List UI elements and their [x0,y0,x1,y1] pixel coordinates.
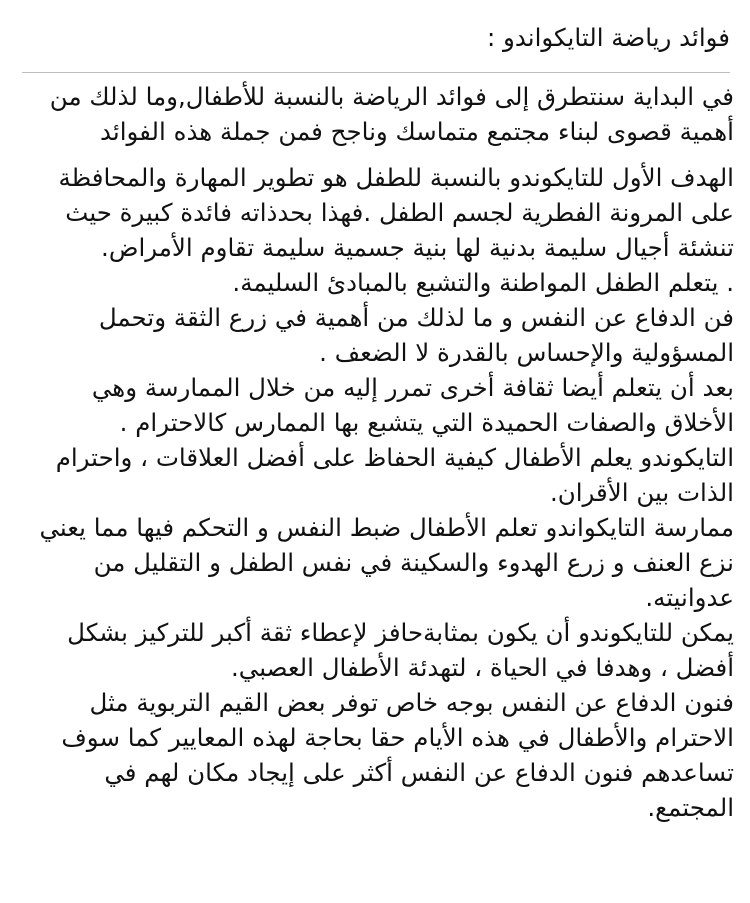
paragraph-self-control: ممارسة التايكواندو تعلم الأطفال ضبط النفس و التحكم فيها مما يعني نزع العنف و زرع الهدوء والسكينة في نفس الطفل و التقليل من عدوانيته. [39,513,734,612]
paragraph-citizenship: . يتعلم الطفل المواطنة والتشبع بالمبادئ السليمة. [232,268,734,297]
title-divider [22,72,730,73]
paragraph-relationships: التايكوندو يعلم الأطفال كيفية الحفاظ على أفضل العلاقات ، واحترام الذات بين الأقران. [55,443,734,507]
document-title: فوائد رياضة التايكواندو : [487,23,730,52]
paragraph-focus: يمكن للتايكوندو أن يكون بمثابةحافز لإعطاء ثقة أكبر للتركيز بشكل أفضل ، وهدفا في الحياة ، لتهدئة الأطفال العصبي. [67,618,734,682]
paragraph-intro: في البداية سنتطرق إلى فوائد الرياضة بالنسبة للأطفال,وما لذلك من أهمية قصوى لبناء مجتمع متماسك وناجح فمن جملة هذه الفوائد [49,82,734,146]
paragraph-ethics: بعد أن يتعلم أيضا ثقافة أخرى تمرر إليه من خلال الممارسة وهي الأخلاق والصفات الحميدة التي يتشبع بها الممارس كالاحترام . [91,373,734,437]
paragraph-self-defense-confidence: فن الدفاع عن النفس و ما لذلك من أهمية في زرع الثقة وتحمل المسؤولية والإحساس بالقدرة لا الضعف . [98,303,734,367]
paragraph-educational-values: فنون الدفاع عن النفس بوجه خاص توفر بعض القيم التربوية مثل الاحترام والأطفال في هذه الأيام حقا بحاجة لهذه المعايير كما سوف تساعدهم فنون الدفاع عن النفس أكثر على إيجاد مكان لهم في المجتمع. [61,688,734,822]
paragraph-skill-development: الهدف الأول للتايكوندو بالنسبة للطفل هو تطوير المهارة والمحافظة على المرونة الفطرية لجسم الطفل .فهذا بحدذاته فائدة كبيرة حيث تنشئة أجيال سليمة بدنية لها بنية جسمية سليمة تقاوم الأمراض. [58,163,734,262]
